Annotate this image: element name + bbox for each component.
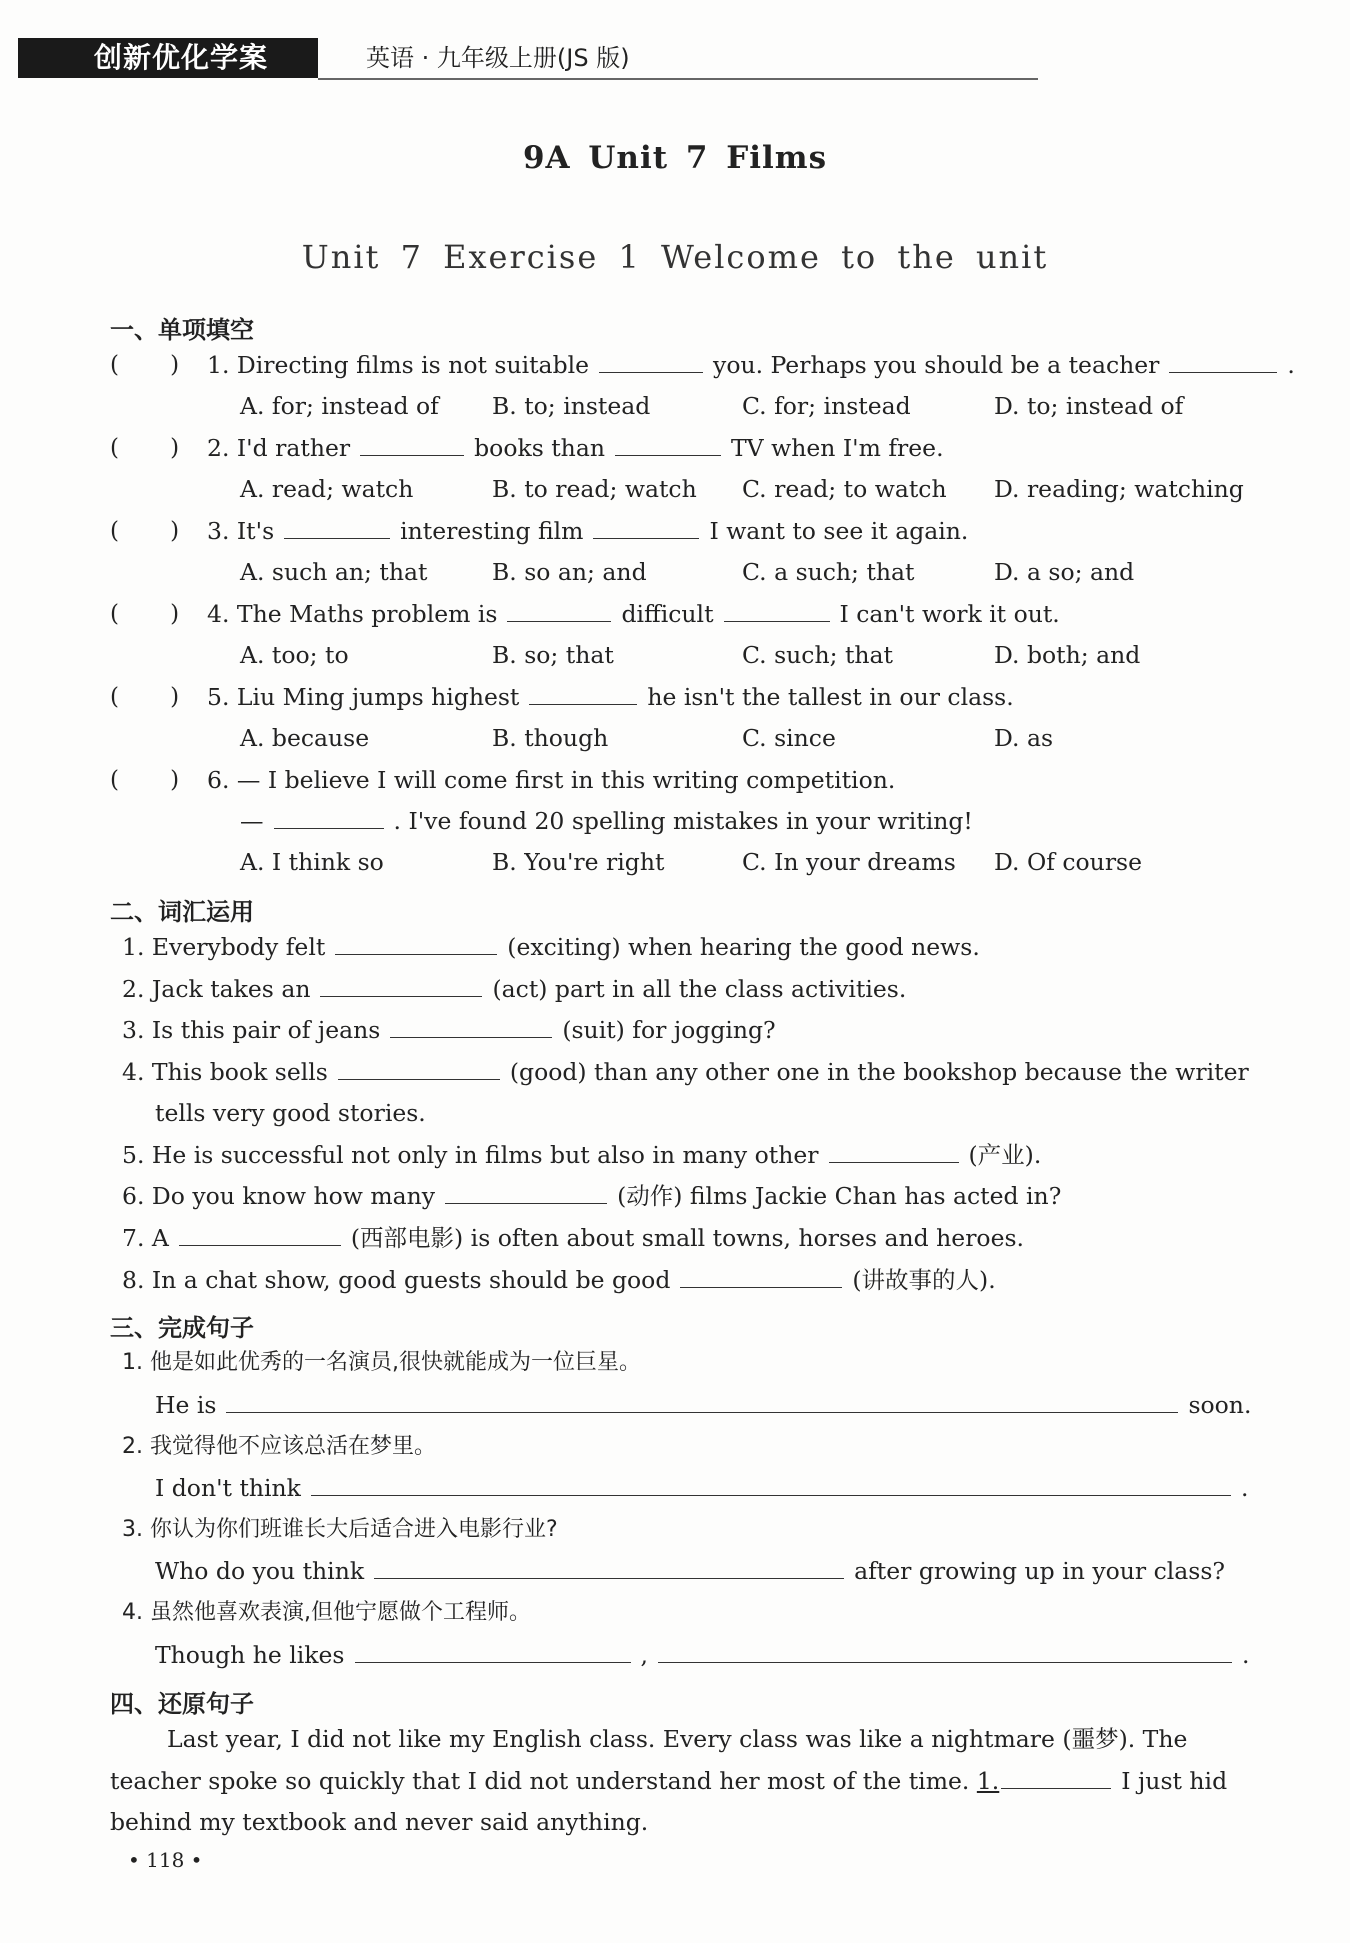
sentence-4-cn: 4. 虽然他喜欢表演,但他宁愿做个工程师。 <box>122 1600 531 1625</box>
blank[interactable] <box>658 1640 1232 1663</box>
sentence-4-en: Though he likes , . <box>155 1641 1250 1669</box>
option-a: A. too; to <box>240 641 349 669</box>
option-d: D. a so; and <box>994 558 1135 586</box>
header-rule <box>318 78 1038 80</box>
option-b: B. You're right <box>492 848 665 876</box>
option-b: B. so an; and <box>492 558 647 586</box>
sentence-1-en: He is soon. <box>155 1391 1252 1419</box>
question-3: 3. It's interesting film I want to see it again. <box>207 517 969 545</box>
vocab-item-4-cont: tells very good stories. <box>155 1099 426 1127</box>
option-c: C. read; to watch <box>742 475 947 503</box>
blank[interactable] <box>615 433 721 456</box>
option-b: B. though <box>492 724 609 752</box>
question-6-reply: — . I've found 20 spelling mistakes in your writing! <box>240 807 973 835</box>
option-d: D. as <box>994 724 1054 752</box>
blank[interactable] <box>593 516 699 539</box>
blank[interactable] <box>599 350 703 373</box>
passage-line-1: Last year, I did not like my English class. Every class was like a nightmare (噩梦). The <box>167 1725 1188 1753</box>
sentence-1-cn: 1. 他是如此优秀的一名演员,很快就能成为一位巨星。 <box>122 1350 641 1375</box>
answer-paren[interactable]: ( ) <box>110 601 180 627</box>
question-2: 2. I'd rather books than TV when I'm free. <box>207 434 944 462</box>
exercise-title: Unit 7 Exercise 1 Welcome to the unit <box>301 238 1049 276</box>
option-c: C. for; instead <box>742 392 911 420</box>
option-a: A. because <box>240 724 370 752</box>
vocab-item-2: 2. Jack takes an (act) part in all the class activities. <box>122 975 907 1003</box>
option-a: A. read; watch <box>240 475 414 503</box>
blank[interactable] <box>338 1057 500 1080</box>
option-c: C. a such; that <box>742 558 915 586</box>
blank[interactable] <box>680 1265 842 1288</box>
blank[interactable] <box>445 1181 607 1204</box>
vocab-item-4: 4. This book sells (good) than any other one in the bookshop because the writer <box>122 1058 1249 1086</box>
blank[interactable] <box>335 932 497 955</box>
brand-logo: 创新优化学案 <box>18 38 318 78</box>
blank[interactable] <box>507 599 611 622</box>
option-c: C. In your dreams <box>742 848 956 876</box>
question-1: 1. Directing films is not suitable you. Perhaps you should be a teacher . <box>207 351 1295 379</box>
sentence-2-en: I don't think . <box>155 1474 1249 1502</box>
option-a: A. I think so <box>240 848 384 876</box>
option-a: A. such an; that <box>240 558 428 586</box>
blank[interactable] <box>274 806 384 829</box>
blank-label: 1. <box>976 1767 1000 1795</box>
vocab-item-6: 6. Do you know how many (动作) films Jackie Chan has acted in? <box>122 1182 1062 1210</box>
section-2-heading: 二、词汇运用 <box>110 898 254 926</box>
answer-paren[interactable]: ( ) <box>110 684 180 710</box>
option-c: C. such; that <box>742 641 893 669</box>
blank[interactable] <box>724 599 830 622</box>
sentence-3-en: Who do you think after growing up in your class? <box>155 1557 1225 1585</box>
option-d: D. both; and <box>994 641 1141 669</box>
blank[interactable] <box>311 1473 1231 1496</box>
page-header <box>18 38 1038 80</box>
question-6: 6. — I believe I will come first in this writing competition. <box>207 766 896 794</box>
blank[interactable] <box>374 1556 844 1579</box>
blank[interactable] <box>529 682 637 705</box>
sentence-3-cn: 3. 你认为你们班谁长大后适合进入电影行业? <box>122 1517 558 1542</box>
blank[interactable] <box>179 1223 341 1246</box>
passage-line-3: behind my textbook and never said anything. <box>110 1808 649 1836</box>
sentence-2-cn: 2. 我觉得他不应该总活在梦里。 <box>122 1434 436 1459</box>
unit-title: 9A Unit 7 Films <box>522 140 828 176</box>
blank[interactable] <box>355 1640 631 1663</box>
section-1-heading: 一、单项填空 <box>110 316 254 344</box>
option-b: B. so; that <box>492 641 614 669</box>
question-5: 5. Liu Ming jumps highest he isn't the tallest in our class. <box>207 683 1014 711</box>
vocab-item-7: 7. A (西部电影) is often about small towns, horses and heroes. <box>122 1224 1025 1252</box>
section-3-heading: 三、完成句子 <box>110 1314 254 1342</box>
vocab-item-3: 3. Is this pair of jeans (suit) for jogging? <box>122 1016 776 1044</box>
option-b: B. to read; watch <box>492 475 697 503</box>
blank[interactable] <box>226 1390 1178 1413</box>
blank[interactable] <box>284 516 390 539</box>
answer-paren[interactable]: ( ) <box>110 435 180 461</box>
blank[interactable] <box>320 974 482 997</box>
option-b: B. to; instead <box>492 392 651 420</box>
section-4-heading: 四、还原句子 <box>110 1690 254 1718</box>
vocab-item-1: 1. Everybody felt (exciting) when hearing the good news. <box>122 933 980 961</box>
option-d: D. reading; watching <box>994 475 1244 503</box>
blank[interactable] <box>829 1140 959 1163</box>
option-d: D. Of course <box>994 848 1143 876</box>
vocab-item-5: 5. He is successful not only in films but also in many other (产业). <box>122 1141 1042 1169</box>
option-c: C. since <box>742 724 836 752</box>
blank[interactable] <box>1001 1766 1111 1789</box>
passage-line-2: teacher spoke so quickly that I did not understand her most of the time. 1. I just hid <box>110 1767 1228 1795</box>
option-a: A. for; instead of <box>240 392 439 420</box>
blank[interactable] <box>360 433 464 456</box>
question-4: 4. The Maths problem is difficult I can't work it out. <box>207 600 1060 628</box>
option-d: D. to; instead of <box>994 392 1184 420</box>
blank[interactable] <box>390 1015 552 1038</box>
blank[interactable] <box>1169 350 1277 373</box>
answer-paren[interactable]: ( ) <box>110 352 180 378</box>
page-number: • 118 • <box>128 1848 203 1872</box>
answer-paren[interactable]: ( ) <box>110 767 180 793</box>
vocab-item-8: 8. In a chat show, good guests should be good (讲故事的人). <box>122 1266 996 1294</box>
answer-paren[interactable]: ( ) <box>110 518 180 544</box>
book-title: 英语 · 九年级上册(JS 版) <box>366 44 630 72</box>
